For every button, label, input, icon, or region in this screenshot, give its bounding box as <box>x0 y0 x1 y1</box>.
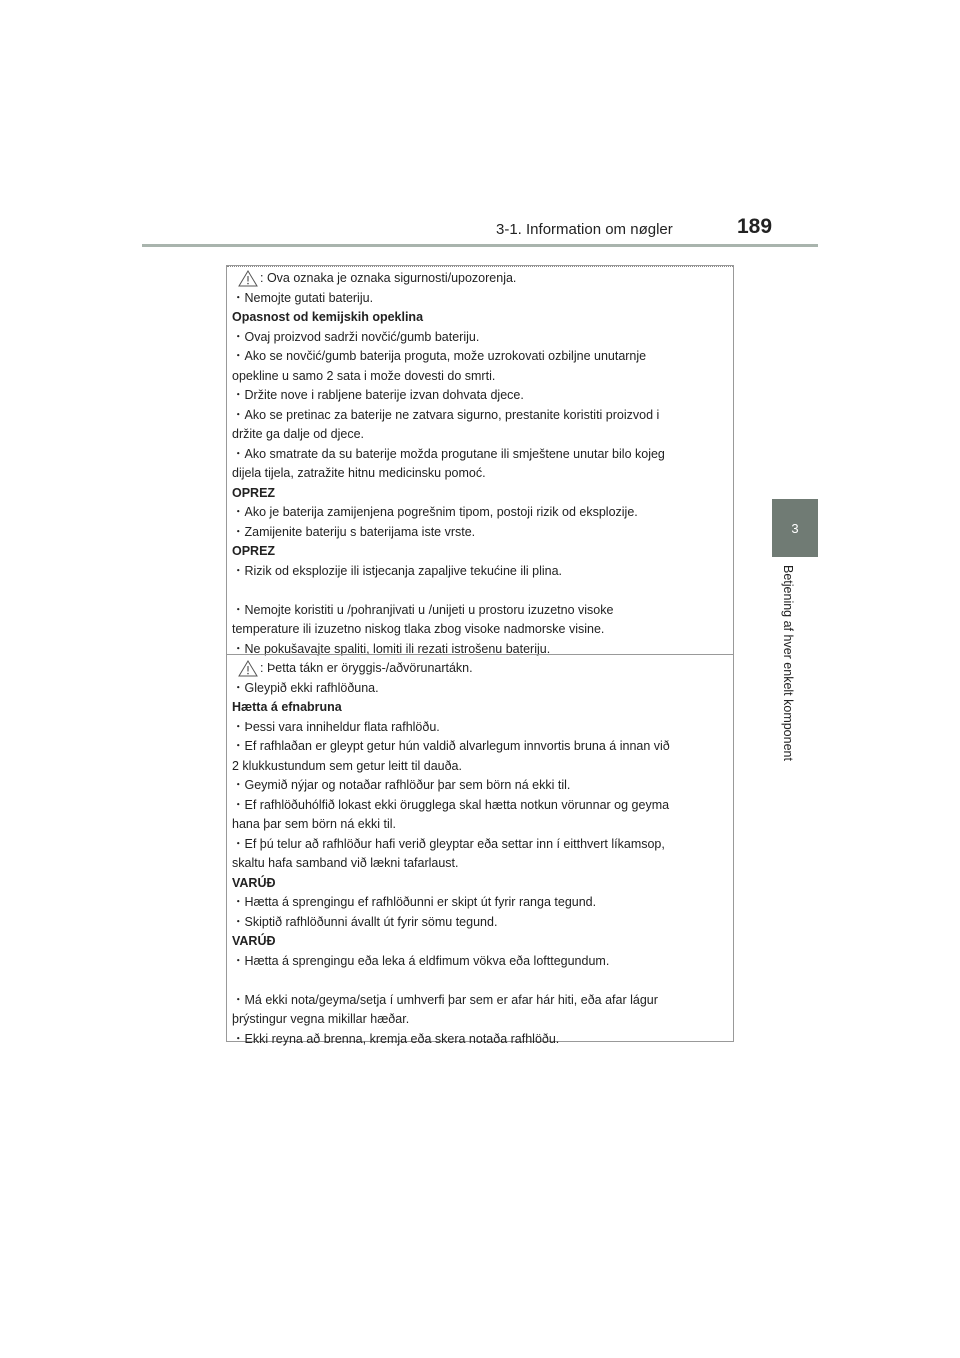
text-line: opekline u samo 2 sata i može dovesti do smrti. <box>232 368 496 383</box>
section-heading: VARÚÐ <box>232 875 276 890</box>
text-line: držite ga dalje od djece. <box>232 427 365 441</box>
text-line: ・Ekki reyna að brenna, kremja eða skera notaða rafhlöðu. <box>232 1031 560 1046</box>
text-line: ・Držite nove i rabljene baterije izvan dohvata djece. <box>232 388 524 402</box>
croatian-warning-text: : Ova oznaka je oznaka sigurnosti/upozorenja. <box>260 271 517 285</box>
section-divider <box>227 654 733 655</box>
text-line: ・Rizik od eksplozije ili istjecanja zapaljive tekućine ili plina. <box>232 563 563 578</box>
section-heading: OPREZ <box>232 485 276 500</box>
text-line: hana þar sem börn ná ekki til. <box>232 817 396 831</box>
text-line: ・Ef rafhlaðan er gleypt getur hún valdið alvarlegum innvortis bruna á innan við <box>232 739 670 753</box>
text-line: ・Má ekki nota/geyma/setja í umhverfi þar sem er afar hár hiti, eða afar lágur <box>232 992 658 1007</box>
header-rule <box>142 244 818 247</box>
text-line: 2 klukkustundum sem getur leitt til dauða. <box>232 758 462 773</box>
icelandic-warning-line <box>232 659 728 679</box>
text-line <box>232 581 728 601</box>
chapter-tab <box>772 499 818 557</box>
text-line: ・Ako je baterija zamijenjena pogrešnim tipom, postoji rizik od eksplozije. <box>232 505 638 519</box>
icelandic-warning-text: : Þetta tákn er öryggis-/aðvörunartákn. <box>260 661 473 675</box>
warning-triangle-icon <box>238 270 258 287</box>
text-line: ・Hætta á sprengingu ef rafhlöðunni er skipt út fyrir ranga tegund. <box>232 895 597 909</box>
page-number: 189 <box>737 215 773 238</box>
chapter-tab-number: 3 <box>791 520 799 536</box>
chapter-side-label: Betjening af hver enkelt komponent <box>781 565 795 761</box>
croatian-section <box>232 269 728 659</box>
text-line: ・Ovaj proizvod sadrži novčić/gumb bateriju. <box>232 329 480 344</box>
text-line: ・Skiptið rafhlöðunni ávallt út fyrir sömu tegund. <box>232 914 498 929</box>
text-line: dijela tijela, zatražite hitnu medicinsku pomoć. <box>232 466 486 480</box>
text-line: ・Nemojte koristiti u /pohranjivati u /unijeti u prostoru izuzetno visoke <box>232 602 614 617</box>
text-line: temperature ili izuzetno niskog tlaka zbog visoke nadmorske visine. <box>232 622 605 636</box>
text-line: ・Ne pokušavajte spaliti, lomiti ili rezati istrošenu bateriju. <box>232 641 551 656</box>
text-line <box>232 971 728 991</box>
text-line: ・Geymið nýjar og notaðar rafhlöður þar sem börn ná ekki til. <box>232 778 571 792</box>
header-title: 3-1. Information om nøgler <box>496 221 673 238</box>
warning-triangle-icon <box>238 660 258 677</box>
text-line: ・Ako se pretinac za baterije ne zatvara sigurno, prestanite koristiti proizvod i <box>232 407 660 422</box>
text-line: ・Zamijenite bateriju s baterijama iste vrste. <box>232 524 476 539</box>
battery-warning-box <box>226 265 734 1046</box>
section-heading: Hætta á efnabruna <box>232 700 342 714</box>
text-line: ・Ef þú telur að rafhlöður hafi verið gleyptar eða settar inn í eitthvert líkamsop, <box>232 836 665 851</box>
section-heading: VARÚÐ <box>232 934 276 948</box>
text-line: ・Þessi vara inniheldur flata rafhlöðu. <box>232 719 440 734</box>
box-top-border <box>227 266 733 267</box>
croatian-warning-line <box>232 269 728 289</box>
text-line: ・Ako se novčić/gumb baterija proguta, može uzrokovati ozbiljne unutarnje <box>232 349 647 363</box>
text-line: ・Ef rafhlöðuhólfið lokast ekki örugglega skal hætta notkun vörunnar og geyma <box>232 797 670 812</box>
text-line: ・Nemojte gutati bateriju. <box>232 290 374 305</box>
section-heading: OPREZ <box>232 544 276 558</box>
text-line: ・Hætta á sprengingu eða leka á eldfimum vökva eða lofttegundum. <box>232 953 610 968</box>
text-line: ・Ako smatrate da su baterije možda progutane ili smještene unutar bilo kojeg <box>232 446 665 461</box>
text-line: skaltu hafa samband við lækni tafarlaust. <box>232 856 459 870</box>
text-line: þrýstingur vegna mikillar hæðar. <box>232 1012 410 1026</box>
text-line: ・Gleypið ekki rafhlöðuna. <box>232 680 379 695</box>
section-heading: Opasnost od kemijskih opeklina <box>232 310 424 324</box>
icelandic-section <box>232 659 728 1049</box>
